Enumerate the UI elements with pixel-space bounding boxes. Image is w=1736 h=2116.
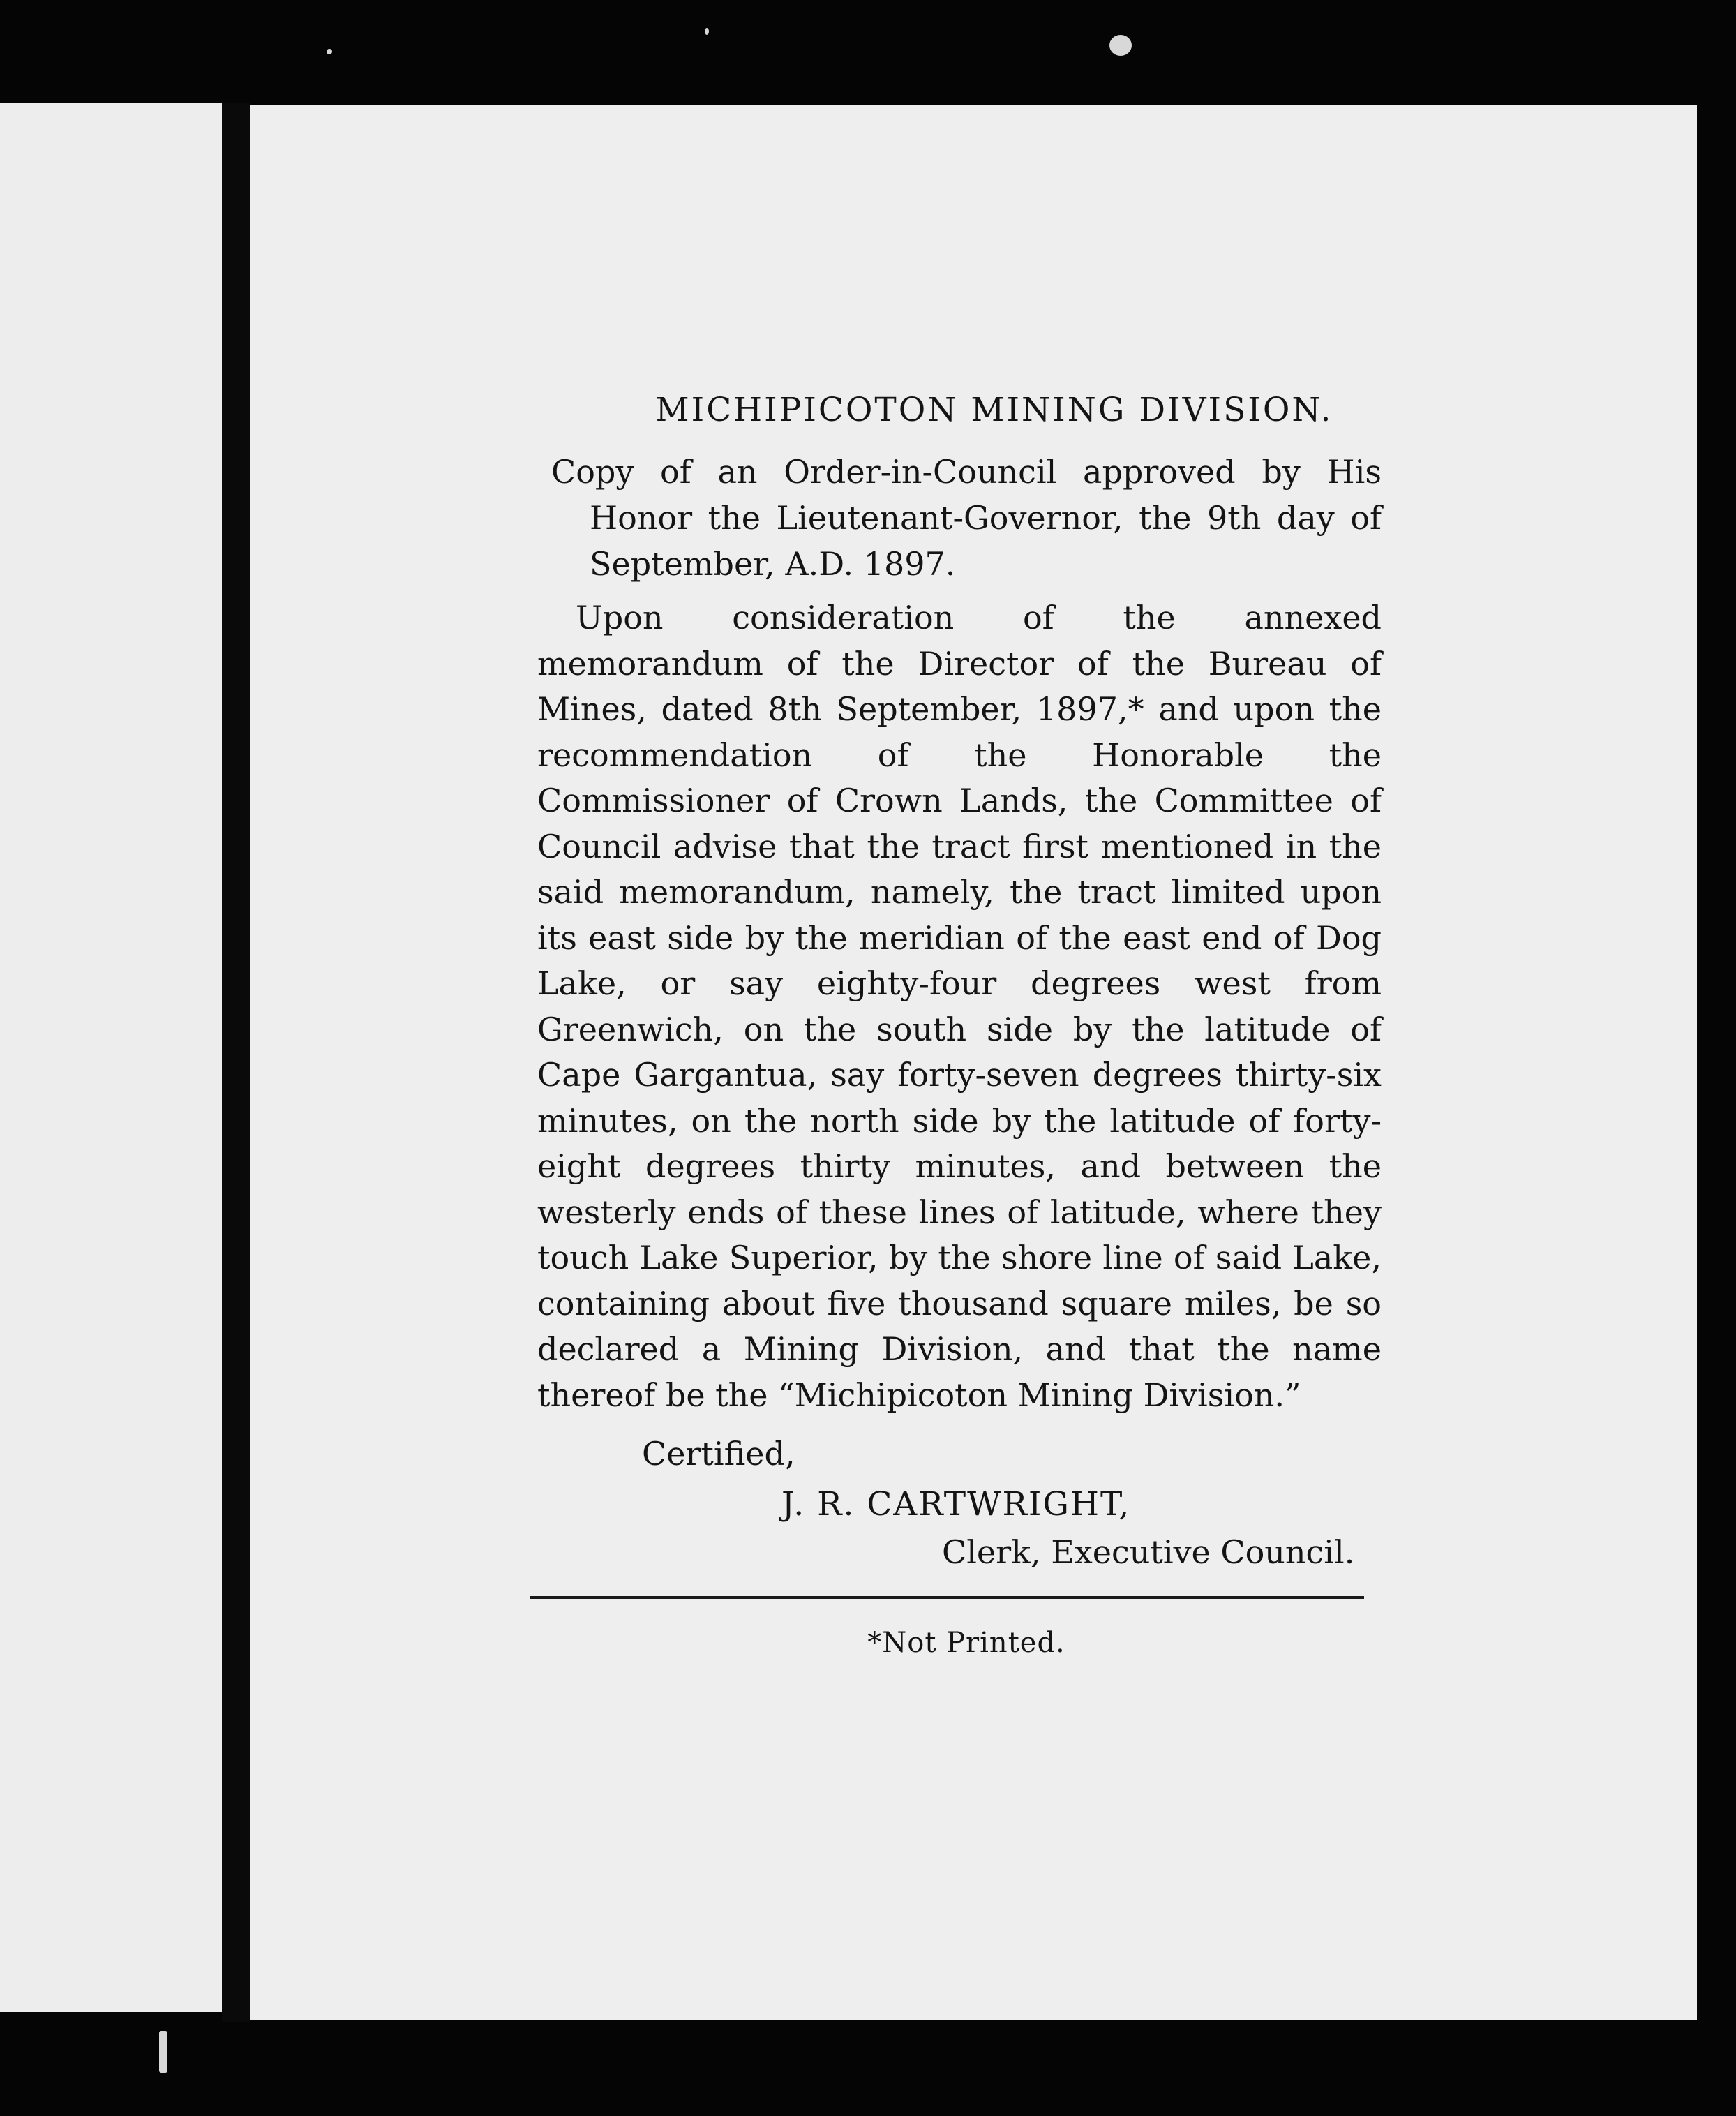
page-binding-gap: [222, 103, 250, 2022]
certified-line: Certified,: [642, 1435, 795, 1473]
preamble-paragraph: Copy of an Order-in-Council approved by His Honor the Lieutenant-Governor, the 9th day of September, A.D. 1897.: [551, 453, 1382, 583]
footnote-divider: [530, 1596, 1364, 1599]
left-page-edge: [0, 103, 225, 2012]
signer-title: Clerk, Executive Council.: [942, 1533, 1355, 1571]
footnote: *Not Printed.: [867, 1627, 1065, 1659]
dust-speck: [705, 28, 709, 35]
dust-speck: [1109, 35, 1132, 56]
document-title: MICHIPICOTON MINING DIVISION.: [655, 391, 1333, 429]
dust-speck: [159, 2031, 167, 2073]
signer-name: J. R. CARTWRIGHT,: [781, 1485, 1131, 1523]
dust-speck: [327, 49, 332, 54]
order-paragraph: Upon consideration of the annexed memorandum of the Director of the Bureau of Mines, dated 8th September, 1897,* and upon the recommendation of the Honorable the Commissioner of Crown Lands, the Committee of Council advise that the tract first mentioned in the said memorandum, namely, the tract limited upon its east side by the meridian of the east end of Dog Lake, or say eighty-four degrees west from Greenwich, on the south side by the latitude of Cape Gargantua, say forty-seven degrees thirty-six minutes, on the north side by the latitude of forty-eight degrees thirty minutes, and between the westerly ends of these lines of latitude, where they touch Lake Superior, by the shore line of said Lake, containing about five thousand square miles, be so declared a Mining Division, and that the name thereof be the “Michipicoton Mining Division.”: [537, 599, 1382, 1414]
document-body: [530, 391, 1382, 1659]
